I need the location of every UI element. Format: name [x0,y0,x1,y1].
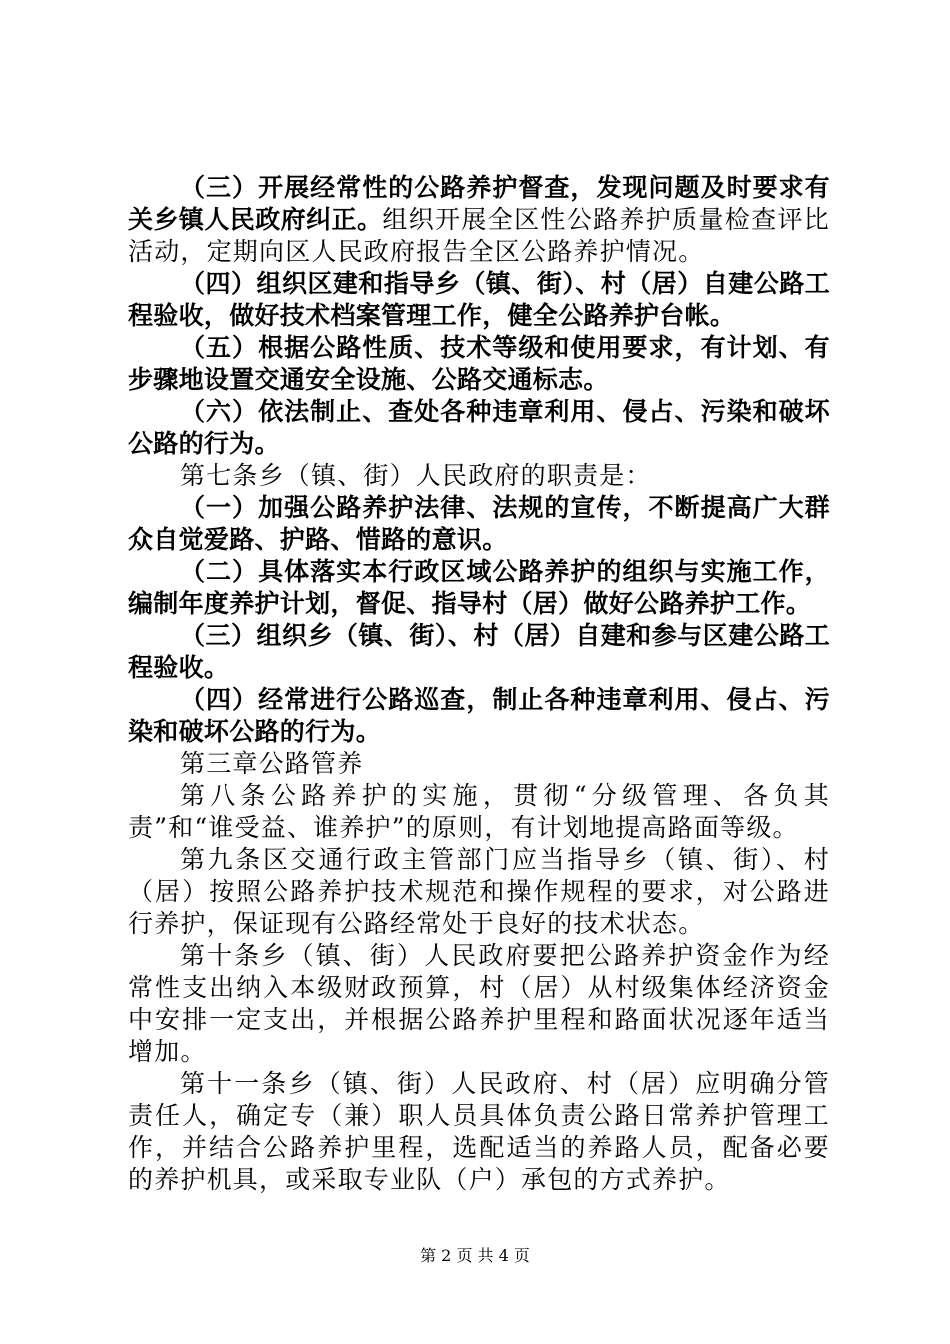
paragraph-article-8: 第八条公路养护的实施，贯彻“分级管理、各负其责”和“谁受益、谁养护”的原则，有计划地提高路面等级。 [128,781,830,842]
paragraph-article-10: 第十条乡（镇、街）人民政府要把公路养护资金作为经常性支出纳入本级财政预算，村（居）从村级集体经济资金中安排一定支出，并根据公路养护里程和路面状况逐年适当增加。 [128,941,830,1066]
paragraph-item-5-safety-facilities: （五）根据公路性质、技术等级和使用要求，有计划、有步骤地设置交通安全设施、公路交通标志。 [128,333,830,394]
paragraph-article-7: 第七条乡（镇、街）人民政府的职责是： [180,461,652,490]
paragraph-article-7-item-4: （四）经常进行公路巡查，制止各种违章利用、侵占、污染和破坏公路的行为。 [128,685,830,746]
paragraph-item-4-acceptance: （四）组织区建和指导乡（镇、街）、村（居）自建公路工程验收，做好技术档案管理工作，健全公路养护台帐。 [128,269,830,330]
paragraph-article-11: 第十一条乡（镇、街）人民政府、村（居）应明确分管责任人，确定专（兼）职人员具体负责公路日常养护管理工作，并结合公路养护里程，选配适当的养路人员，配备必要的养护机具，或采取专业队（户）承包的方式养护。 [128,1069,830,1194]
chapter-heading-3: 第三章公路管养 [180,749,364,778]
paragraph-item-6-enforcement: （六）依法制止、查处各种违章利用、侵占、污染和破坏公路的行为。 [128,397,830,458]
paragraph-article-7-item-1: （一）加强公路养护法律、法规的宣传，不断提高广大群众自觉爱路、护路、惜路的意识。 [128,493,830,554]
paragraph-bold-part: （三）开展经常性的公路养护督查，发现问题及时要求有关乡镇人民政府纠正。 [128,173,830,234]
paragraph-article-7-item-3: （三）组织乡（镇、街）、村（居）自建和参与区建公路工程验收。 [128,621,830,682]
paragraph-regular-part: 组织开展全区性公路养护质量检查评比活动，定期向区人民政府报告全区公路养护情况。 [128,205,830,266]
paragraph-article-9: 第九条区交通行政主管部门应当指导乡（镇、街）、村（居）按照公路养护技术规范和操作规程的要求，对公路进行养护，保证现有公路经常处于良好的技术状态。 [128,845,830,938]
document-body [128,172,830,1196]
paragraph-article-7-item-2: （二）具体落实本行政区域公路养护的组织与实施工作，编制年度养护计划，督促、指导村（居）做好公路养护工作。 [128,557,830,618]
paragraph-item-3-supervision [128,172,830,268]
page-footer: 第 2 页 共 4 页 [420,1246,530,1265]
